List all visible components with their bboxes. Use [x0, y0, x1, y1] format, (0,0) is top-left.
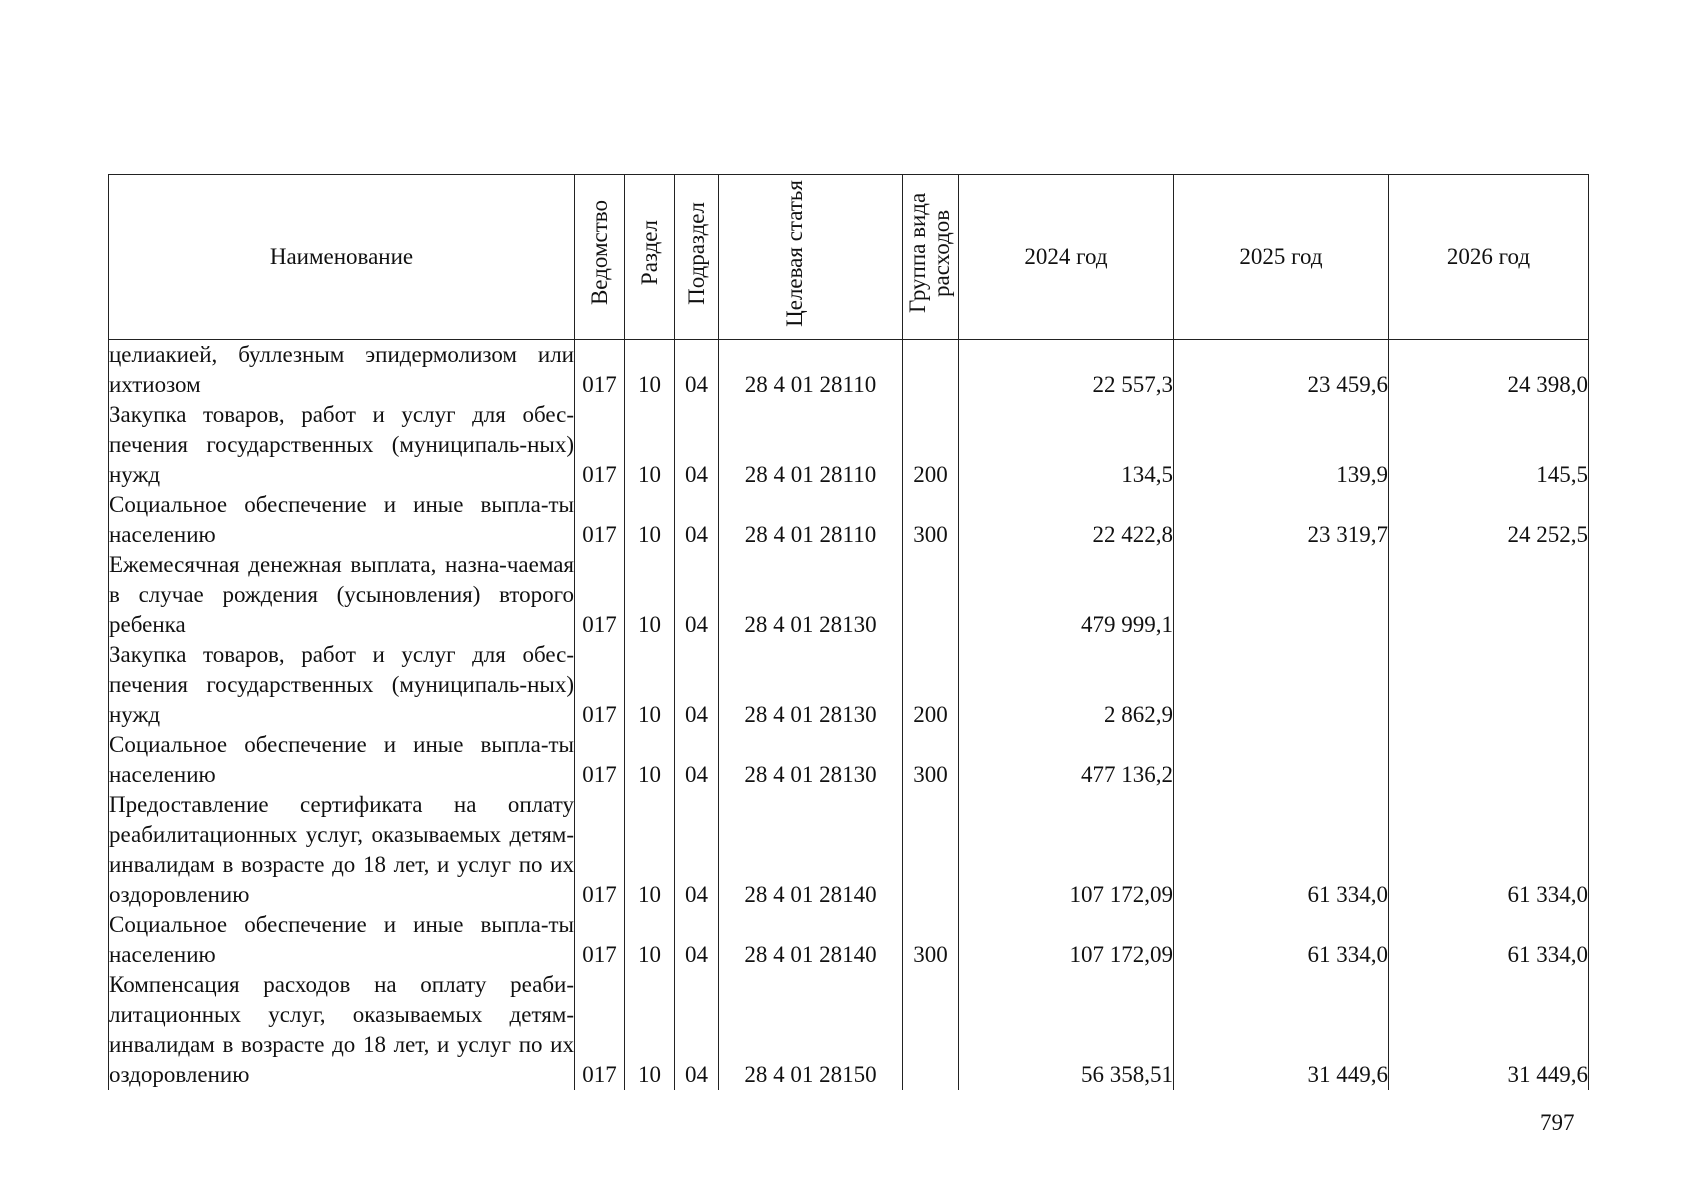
cell-subsection: 04 — [675, 970, 719, 1090]
cell-name: Ежемесячная денежная выплата, назна-чаемая в случае рождения (усыновления) второго ребенка — [109, 550, 575, 640]
cell-2026: 145,5 — [1389, 400, 1589, 490]
cell-subsection: 04 — [675, 400, 719, 490]
cell-name: Компенсация расходов на оплату реаби-литационных услуг, оказываемых детям-инвалидам в возрасте до 18 лет, и услуг по их оздоровлению — [109, 970, 575, 1090]
cell-section: 10 — [625, 640, 675, 730]
cell-2025: 61 334,0 — [1174, 910, 1389, 970]
cell-section: 10 — [625, 340, 675, 401]
cell-expense-group — [903, 970, 959, 1090]
cell-expense-group — [903, 340, 959, 401]
cell-name: Предоставление сертификата на оплату реабилитационных услуг, оказываемых детям-инвалидам в возрасте до 18 лет, и услуг по их оздоровлению — [109, 790, 575, 910]
cell-2025: 31 449,6 — [1174, 970, 1389, 1090]
cell-dept: 017 — [575, 970, 625, 1090]
cell-2024: 479 999,1 — [959, 550, 1174, 640]
cell-section: 10 — [625, 730, 675, 790]
header-2024: 2024 год — [959, 175, 1174, 340]
cell-2025: 139,9 — [1174, 400, 1389, 490]
cell-target: 28 4 01 28130 — [719, 730, 903, 790]
cell-name: Социальное обеспечение и иные выпла-ты населению — [109, 730, 575, 790]
cell-2024: 22 422,8 — [959, 490, 1174, 550]
cell-2024: 134,5 — [959, 400, 1174, 490]
table-row — [109, 970, 1589, 1090]
table-row — [109, 790, 1589, 910]
cell-2026: 61 334,0 — [1389, 910, 1589, 970]
cell-2024: 107 172,09 — [959, 910, 1174, 970]
cell-target: 28 4 01 28150 — [719, 970, 903, 1090]
cell-subsection: 04 — [675, 790, 719, 910]
cell-2026 — [1389, 550, 1589, 640]
cell-dept: 017 — [575, 550, 625, 640]
cell-expense-group — [903, 790, 959, 910]
cell-2026: 24 398,0 — [1389, 340, 1589, 401]
cell-expense-group: 300 — [903, 730, 959, 790]
cell-2024: 56 358,51 — [959, 970, 1174, 1090]
cell-2026: 31 449,6 — [1389, 970, 1589, 1090]
cell-expense-group: 300 — [903, 490, 959, 550]
cell-2026: 24 252,5 — [1389, 490, 1589, 550]
cell-section: 10 — [625, 970, 675, 1090]
cell-dept: 017 — [575, 340, 625, 401]
cell-2025: 61 334,0 — [1174, 790, 1389, 910]
cell-expense-group — [903, 550, 959, 640]
cell-target: 28 4 01 28140 — [719, 910, 903, 970]
budget-table — [108, 174, 1589, 1090]
table-row — [109, 550, 1589, 640]
cell-subsection: 04 — [675, 730, 719, 790]
cell-dept: 017 — [575, 730, 625, 790]
cell-name: целиакией, буллезным эпидермолизом или ихтиозом — [109, 340, 575, 401]
cell-target: 28 4 01 28130 — [719, 550, 903, 640]
cell-2025 — [1174, 730, 1389, 790]
cell-2024: 477 136,2 — [959, 730, 1174, 790]
cell-dept: 017 — [575, 400, 625, 490]
header-2026: 2026 год — [1389, 175, 1589, 340]
cell-name: Социальное обеспечение и иные выпла-ты населению — [109, 490, 575, 550]
cell-expense-group: 300 — [903, 910, 959, 970]
header-subsection: Подраздел — [675, 175, 719, 340]
table-row — [109, 730, 1589, 790]
cell-2026 — [1389, 640, 1589, 730]
cell-dept: 017 — [575, 790, 625, 910]
cell-section: 10 — [625, 790, 675, 910]
cell-dept: 017 — [575, 910, 625, 970]
cell-2026 — [1389, 730, 1589, 790]
header-dept: Ведомство — [575, 175, 625, 340]
cell-2025 — [1174, 640, 1389, 730]
cell-2025: 23 459,6 — [1174, 340, 1389, 401]
header-section: Раздел — [625, 175, 675, 340]
table-row — [109, 910, 1589, 970]
table-row — [109, 640, 1589, 730]
cell-target: 28 4 01 28110 — [719, 340, 903, 401]
cell-target: 28 4 01 28140 — [719, 790, 903, 910]
cell-subsection: 04 — [675, 340, 719, 401]
cell-section: 10 — [625, 400, 675, 490]
cell-section: 10 — [625, 550, 675, 640]
page-number: 797 — [1540, 1110, 1575, 1135]
cell-name: Закупка товаров, работ и услуг для обес-печения государственных (муниципаль-ных) нужд — [109, 640, 575, 730]
cell-subsection: 04 — [675, 550, 719, 640]
cell-section: 10 — [625, 490, 675, 550]
cell-2026: 61 334,0 — [1389, 790, 1589, 910]
cell-dept: 017 — [575, 490, 625, 550]
cell-2025 — [1174, 550, 1389, 640]
header-name: Наименование — [109, 175, 575, 340]
cell-target: 28 4 01 28130 — [719, 640, 903, 730]
table-row — [109, 400, 1589, 490]
cell-expense-group: 200 — [903, 400, 959, 490]
cell-expense-group: 200 — [903, 640, 959, 730]
cell-2024: 2 862,9 — [959, 640, 1174, 730]
cell-name: Социальное обеспечение и иные выпла-ты населению — [109, 910, 575, 970]
table-header-row — [109, 175, 1589, 340]
cell-section: 10 — [625, 910, 675, 970]
table-body — [109, 340, 1589, 1091]
table-row — [109, 490, 1589, 550]
header-expense-group: Группа вида расходов — [903, 175, 959, 340]
cell-name: Закупка товаров, работ и услуг для обес-печения государственных (муниципаль-ных) нужд — [109, 400, 575, 490]
cell-dept: 017 — [575, 640, 625, 730]
header-2025: 2025 год — [1174, 175, 1389, 340]
cell-subsection: 04 — [675, 640, 719, 730]
table-row — [109, 340, 1589, 401]
cell-subsection: 04 — [675, 490, 719, 550]
header-target: Целевая статья — [719, 175, 903, 340]
cell-target: 28 4 01 28110 — [719, 400, 903, 490]
cell-2025: 23 319,7 — [1174, 490, 1389, 550]
cell-target: 28 4 01 28110 — [719, 490, 903, 550]
cell-2024: 22 557,3 — [959, 340, 1174, 401]
cell-2024: 107 172,09 — [959, 790, 1174, 910]
cell-subsection: 04 — [675, 910, 719, 970]
